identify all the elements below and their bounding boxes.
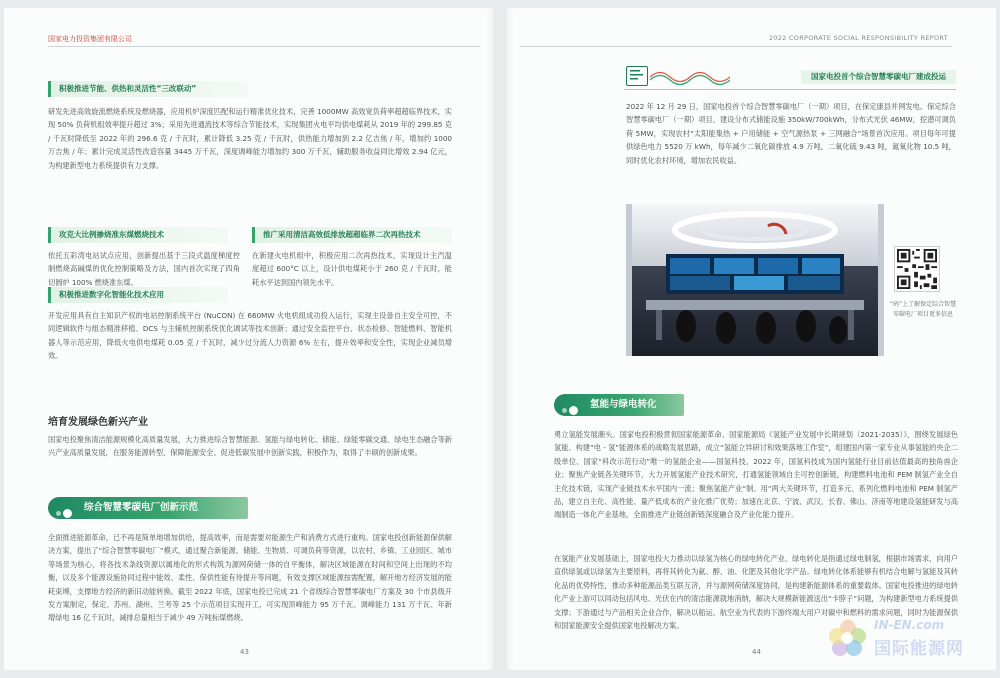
company-name-header: 国家电力投资集团有限公司 [48,35,132,43]
paragraph-smart-zero-carbon: 全面推进能源革命，已不再是简单地增加供给，提高效率，而是需要对能源生产和消费方式进行重构。国家电投创新能源保供解决方案，提出了“综合智慧零碳电厂”模式，通过聚合新能源、储能、生物质、可调负荷等资源，以农村、乡镇、工业园区、城市等场景为核心，将各技术条线资源以属地化的形式构筑为源网荷储一体的自平衡体，解决区域能源在时间和空间上出现的不均衡，以及多个能源设施协同过程中能效、柔性、保供性能有待提升等问题，有效支撑区域能源按需配置，解开地方经济发展的能耗束缚，支撑地方经济的新旧动能转换。截至 2022 年底，国家电投已完成 21 个省级综合智慧零碳电厂方案及 30 个市县级开发方案制定，保定、苏州、湖州、兰考等 25 个示范项目实现开工，可实现顶峰能力 95 万千瓦、调峰能力 131 万千瓦、年新增绿电 16 亿千瓦时，减排总量相当于减少 49 万吨标煤燃烧。 [48,533,452,623]
control-room-photo [626,204,884,356]
banner-dots-icon [56,503,74,525]
header-divider [48,46,480,47]
wave-decoration-icon [650,66,730,88]
qr-caption: “码”上了解保定综合智慧零碳电厂项目更多信息 [889,301,957,318]
watermark-logo [826,612,986,662]
document-icon [626,66,648,86]
paragraph-hydrogen-1: 勇立氢能发展潮头。国家电投积极贯彻国家能源革命、国家能源局《氢能产业发展中长期规划（2021-2035）》，围绕发展绿色氢能、构建“电 - 氢”能源体系的战略发展思路，成立“氢能立异研讨和效果落地工作室”，组建国内第一家专业从事氢能的央企二级单位、国家“科改示范行动”唯一的氢能企业——国氢科技，2022 年，国氢科技成为国内氢能行业目前估值最高的独角兽企业；聚焦产业链各关键环节，大力开展氢能产业技术研究，打通氢能领域自主可控创新链，构建燃料电池和 PEM 制氢产业全自主化技术链，实现产业链技术水平国内一流；聚焦氢能产业“制、用”两大关键环节，打造多元、系列化燃料电池和 PEM 制氢产品，建立自主化、高性能、量产低成本的产业化推广优势；加速在北京、宁波、武汉、长春、佛山、济南等地建设氢能研发与高端制造一体化产业基地，全面推进产业链创新链深度融合及产业化能力提升。 [554,430,958,520]
header-divider-right [520,46,952,47]
project-title: 国家电投首个综合智慧零碳电厂建成投运 [801,70,956,84]
subheading-digital-tech: 积极推进数字化智能化技术应用 [48,287,228,303]
subheading-zhundong-coal: 攻克大比例掺烧准东煤燃烧技术 [48,227,228,243]
project-heading [624,64,956,90]
banner-hydrogen [554,394,684,416]
report-title-header: 2022 CORPORATE SOCIAL RESPONSIBILITY REPORT [768,34,948,42]
left-page [4,8,496,670]
paragraph-green-industry: 国家电投聚焦清洁能源规模化高质量发展，大力推进综合智慧能源、氢能与绿电转化、储能、绿能零碳交通、绿电生态融合等新兴产业高质量发展，在服务能源转型、保障能源安全、促进低碳发展中创新实践，积极作为，取得了丰硕的创新成果。 [48,435,452,458]
banner-dots-icon-right [562,400,580,422]
subheading-double-reheat: 推广采用清洁高效低排放超超临界二次再热技术 [252,227,452,243]
paragraph-double-reheat: 在新建火电机组中，积极应用二次再热技术，实现设计主汽温度超过 600°C 以上，设计供电煤耗小于 260 克 / 千瓦时，能耗水平达到国内领先水平。 [252,251,452,287]
banner-smart-zero-carbon [48,497,248,519]
banner-title: 综合智慧零碳电厂创新示范 [84,502,199,513]
banner-title-right: 氢能与绿电转化 [590,399,657,410]
page-number-right: 44 [752,648,761,656]
flower-logo-icon [826,616,870,660]
qr-code-icon[interactable] [894,246,940,292]
right-page [504,8,996,670]
paragraph-digital-tech: 开发应用具有自主知识产权的电站控制系统平台 (NuCON) 在 660MW 火电机组成功投入运行，实现主设备自主安全可控，不同逻辑软件与组态精准移植、DCS 与主辅机控制系统优化调试等技术创新；通过安全监控平台、状态检修、智能燃料、智能机器人等示范应用，降低火电供电煤耗 0.05 克 / 千瓦时，减少过分流人力资源 6% 左右，提升效率和安全性，实现企业减员增效。 [48,311,452,361]
section-title-green-industry: 培育发展绿色新兴产业 [48,417,148,428]
subheading-three-reforms: 积极推进节能、供热和灵活性“三改联动” [48,81,248,97]
paragraph-hydrogen-2: 在氢能产业发展基础上，国家电投大力推动以绿氢为核心的绿电转化产业。绿电转化是指通过绿电制氢，根据市场需求，向用户直供绿氢或以绿氢为主要原料，再将其转化为氨、醇、油、化肥及其他化学产品。绿电转化体系能够有机结合电解与氢能及其转化品的优势特性，推动多种能源品类互联互济，并与源网荷储深度协同，是构建新能源体系的重要载体。国家电投推进的绿电转化产业上游可以同动包括风电、光伏在内的清洁能源就地消纳，解决大规模新能源送出“卡脖子”问题，为构建新型电力系统提供支撑；下游通过与产品相关企业合作，解决以船运、航空业为代表的下游终端大用户对碳中和燃料的需求问题，同时为能源保供和国家能源安全提供国家电投解决方案。 [554,554,958,631]
watermark-en: IN-EN.com [874,618,945,632]
paragraph-zhundong-coal: 依托五彩湾电站试点应用，创新提出基于三段式温度梯度控制燃烧高碱煤的优化控制策略及方法，国内首次实现了四角切圆炉 100% 燃烧准东煤。 [48,251,240,287]
watermark-cn: 国际能源网 [874,639,964,659]
paragraph-project: 2022 年 12 月 29 日，国家电投首个综合智慧零碳电厂（一期）项目，在保定康县并网发电。保定综合智慧零碳电厂（一期）项目，建设分布式储能设施 350kW/700kWh，分布式光伏 46MW，挖潜可调负荷 5MW，实现农村“太阳能集热 + 户用储能 + 空气源热泵 + 三网融合”场景首次应用。项目每年可提供绿色电力 5520 万 kWh，每年减少二氧化碳排放 4.9 万吨，二氧化硫 9.43 吨，氮氧化物 10.5 吨，同时优化农村环境，增加农民收益。 [626,102,956,165]
page-number-left: 43 [240,648,249,656]
paragraph-three-reforms: 研发先进高效旋流燃烧系统及燃烧器，应用机炉深度匹配和运行精准优化技术，完善 1000MW 高效宽负荷率超超临界技术，实现 50% 负荷机组效率提升超过 3%；采用先进通流技术等综合节能技术，实现集团火电平均供电煤耗从 2019 年的 299.85 克 / 千瓦时降低至 2022 年的 296.6 克 / 千瓦时，累计降低 3.25 克 / 千瓦时，供热能力增加到 2.2 亿吉焦 / 年，增加约 1000 万吉焦 / 年；累计完成灵活性改造容量 3445 万千瓦，深度调峰能力增加约 300 万千瓦，辅助服务收益同比增效 2.94 亿元，为构建新型电力系统提供有力支撑。 [48,107,452,170]
